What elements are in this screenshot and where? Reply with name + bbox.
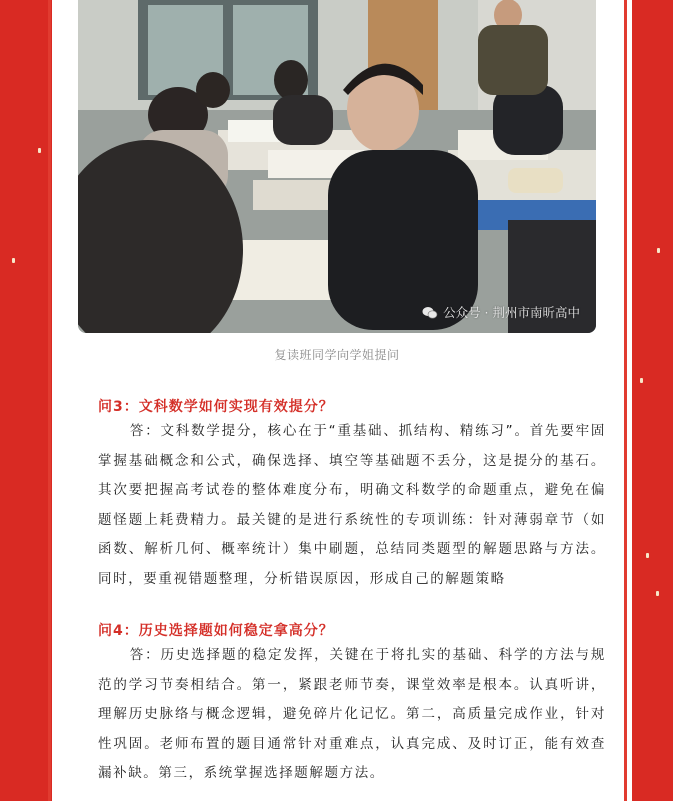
photo-caption: 复读班同学向学姐提问: [274, 348, 400, 362]
answer-q3-text: 答：文科数学提分，核心在于“重基础、抓结构、精练习”。首先要牢固掌握基础概念和公式，确保选择、填空等基础题不丢分，这是提分的基石。其次要把握高考试卷的整体难度分布，明确文科数学的命题重点，避免在偏题怪题上耗费精力。最关键的是进行系统性的专项训练：针对薄弱章节（如函数、解析几何、概率统计）集中刷题，总结同类题型的解题思路与方法。同时，要重视错题整理，分析错误原因，形成自己的解题策略: [98, 423, 606, 587]
decor-dot: [657, 248, 660, 253]
answer-q3: [98, 417, 606, 594]
section-heading-q4: 问4：历史选择题如何稳定拿高分？: [98, 623, 334, 639]
answer-q4: [98, 641, 606, 789]
panel-edge-right: [624, 0, 627, 801]
watermark-text: 公众号 · 荆州市南昕高中: [443, 305, 580, 320]
answer-q4-text: 答：历史选择题的稳定发挥，关键在于将扎实的基础、科学的方法与规范的学习节奏相结合。第一，紧跟老师节奏，课堂效率是根本。认真听讲，理解历史脉络与概念逻辑，避免碎片化记忆。第二，高质量完成作业，针对性巩固。老师布置的题目通常针对重难点，认真完成、及时订正，能有效查漏补缺。第三，系统掌握选择题解题方法。: [98, 647, 606, 781]
decor-dot: [38, 148, 41, 153]
decor-dot: [640, 378, 643, 383]
watermark: [422, 303, 580, 321]
decor-dot: [646, 553, 649, 558]
wechat-icon: [422, 306, 438, 319]
photo-scene: [78, 0, 596, 333]
panel-edge-left: [48, 0, 51, 801]
section-heading-q3: 问3：文科数学如何实现有效提分？: [98, 399, 334, 415]
classroom-photo[interactable]: [78, 0, 596, 333]
decor-dot: [12, 258, 15, 263]
decor-dot: [656, 591, 659, 596]
